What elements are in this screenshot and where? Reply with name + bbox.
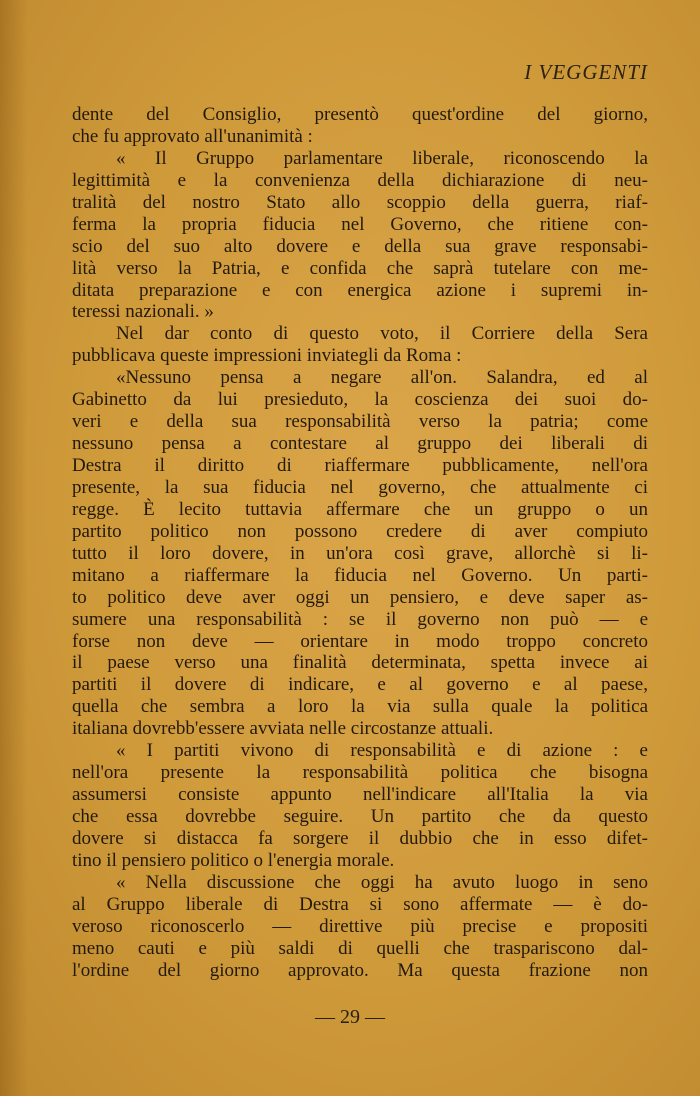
- text-line: dente del Consiglio, presentò quest'ordine del giorno,: [72, 104, 648, 125]
- text-line: partiti il dovere di indicare, e al governo e al paese,: [72, 674, 648, 696]
- text-line: che essa dovrebbe seguire. Un partito che da questo: [72, 806, 648, 827]
- text-line: «Nessuno pensa a negare all'on. Salandra, ed al: [116, 367, 648, 389]
- text-line: dovere si distacca fa sorgere il dubbio che in esso difet-: [72, 827, 648, 849]
- text-line: scio del suo alto dovere e della sua grave responsabi-: [72, 235, 648, 257]
- text-line: « I partiti vivono di responsabilità e di azione : e: [116, 740, 648, 762]
- text-line: quella che sembra a loro la via sulla quale la politica: [72, 696, 648, 718]
- text-line: Nel dar conto di questo voto, il Corriere della Sera: [116, 323, 648, 345]
- text-line: veroso riconoscerlo — direttive più precise e propositi: [72, 915, 648, 937]
- text-line: forse non deve — orientare in modo troppo concreto: [72, 630, 648, 652]
- text-line: legittimità e la convenienza della dichiarazione di neu-: [72, 169, 648, 191]
- text-line: tralità del nostro Stato allo scoppio della guerra, riaf-: [72, 191, 648, 213]
- text-line: meno cauti e più saldi di quelli che traspariscono dal-: [72, 937, 648, 959]
- text-line: partito politico non possono credere di aver compiuto: [72, 520, 648, 542]
- text-line: to politico deve aver oggi un pensiero, e deve saper as-: [72, 586, 648, 608]
- text-line: Destra il diritto di riaffermare pubblicamente, nell'ora: [72, 455, 648, 476]
- running-head: I VEGGENTI: [524, 60, 648, 84]
- page-number: — 29 —: [315, 1006, 385, 1028]
- text-line: nell'ora presente la responsabilità politica che bisogna: [72, 762, 648, 784]
- text-line: « Nella discussione che oggi ha avuto luogo in seno: [116, 871, 648, 893]
- text-line: ferma la propria fiducia nel Governo, che ritiene con-: [72, 213, 648, 235]
- text-line: nessuno pensa a contestare al gruppo dei liberali di: [72, 433, 648, 455]
- body-text: [72, 104, 648, 982]
- text-line: l'ordine del giorno approvato. Ma questa frazione non: [72, 959, 648, 981]
- text-line: tutto il loro dovere, in un'ora così grave, allorchè si li-: [72, 542, 648, 564]
- text-line: presente, la sua fiducia nel governo, che attualmente ci: [72, 476, 648, 498]
- text-line: italiana dovrebb'essere avviata nelle circostanze attuali.: [72, 718, 494, 740]
- text-line: assumersi consiste appunto nell'indicare all'Italia la via: [72, 784, 648, 806]
- text-line: veri e della sua responsabilità verso la patria; come: [72, 411, 648, 433]
- text-line: « Il Gruppo parlamentare liberale, riconoscendo la: [116, 147, 648, 169]
- text-line: tino il pensiero politico o l'energia morale.: [72, 849, 395, 871]
- text-line: il paese verso una finalità determinata, spetta invece ai: [72, 652, 648, 674]
- text-line: ditata preparazione e con energica azione i supremi in-: [72, 279, 648, 301]
- text-line: Gabinetto da lui presieduto, la coscienza dei suoi do-: [72, 389, 648, 411]
- text-line: lità verso la Patria, e confida che saprà tutelare con me-: [72, 257, 648, 279]
- text-line: sumere una responsabilità : se il governo non può — e: [72, 608, 648, 630]
- text-line: mitano a riaffermare la fiducia nel Governo. Un parti-: [72, 564, 648, 586]
- text-line: al Gruppo liberale di Destra si sono affermate — è do-: [72, 893, 648, 915]
- text-line: regge. È lecito tuttavia affermare che un gruppo o un: [72, 498, 648, 520]
- text-line: pubblicava queste impressioni inviategli da Roma :: [72, 345, 462, 367]
- text-line: teressi nazionali. »: [72, 301, 214, 323]
- text-line: che fu approvato all'unanimità :: [72, 125, 313, 147]
